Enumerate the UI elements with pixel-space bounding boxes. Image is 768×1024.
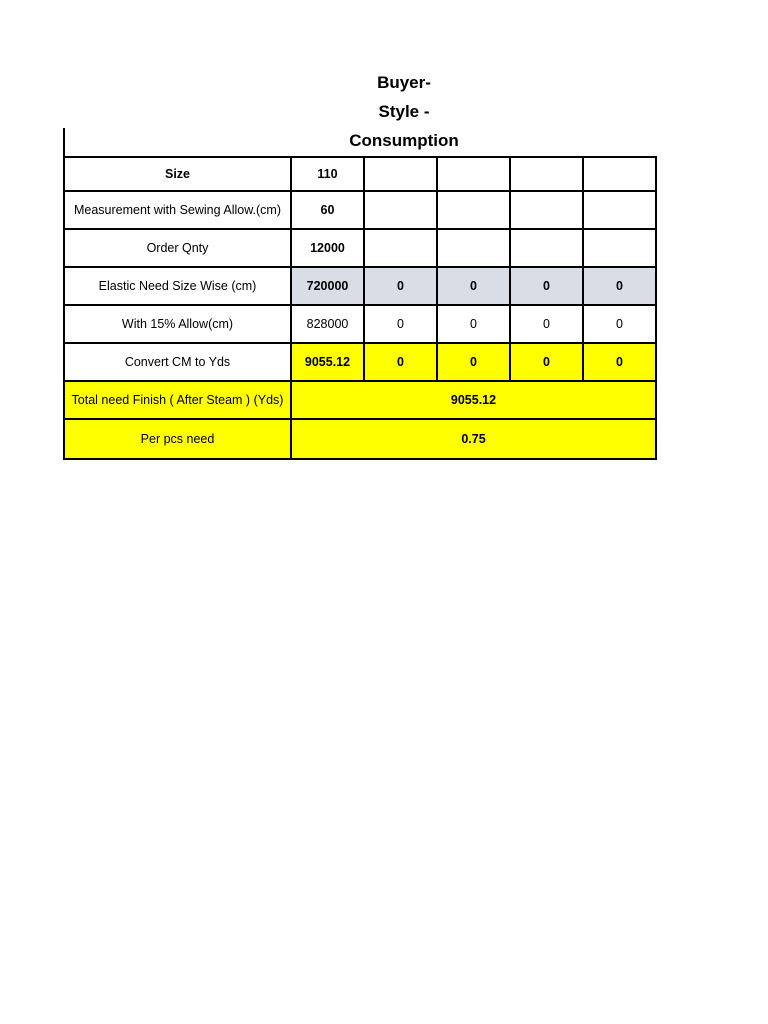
measurement-cell-4[interactable] bbox=[510, 191, 583, 229]
elastic-need-cell-4[interactable]: 0 bbox=[510, 267, 583, 305]
with-allow-cell-3[interactable]: 0 bbox=[437, 305, 510, 343]
size-cell-5[interactable] bbox=[583, 157, 656, 191]
with-allow-cell-1[interactable]: 828000 bbox=[291, 305, 364, 343]
elastic-need-cell-2[interactable]: 0 bbox=[364, 267, 437, 305]
order-qty-cell-4[interactable] bbox=[510, 229, 583, 267]
left-border-rule bbox=[63, 128, 65, 158]
elastic-need-row bbox=[64, 267, 656, 305]
order-qty-label[interactable]: Order Qnty bbox=[64, 229, 291, 267]
with-allow-cell-2[interactable]: 0 bbox=[364, 305, 437, 343]
elastic-need-label[interactable]: Elastic Need Size Wise (cm) bbox=[64, 267, 291, 305]
convert-cell-3[interactable]: 0 bbox=[437, 343, 510, 381]
size-cell-3[interactable] bbox=[437, 157, 510, 191]
convert-row bbox=[64, 343, 656, 381]
measurement-label[interactable]: Measurement with Sewing Allow.(cm) bbox=[64, 191, 291, 229]
order-qty-cell-1[interactable]: 12000 bbox=[291, 229, 364, 267]
convert-cell-5[interactable]: 0 bbox=[583, 343, 656, 381]
with-allow-cell-5[interactable]: 0 bbox=[583, 305, 656, 343]
order-qty-cell-5[interactable] bbox=[583, 229, 656, 267]
size-cell-4[interactable] bbox=[510, 157, 583, 191]
total-need-row bbox=[64, 381, 656, 419]
order-qty-cell-2[interactable] bbox=[364, 229, 437, 267]
measurement-row bbox=[64, 191, 656, 229]
with-allow-cell-4[interactable]: 0 bbox=[510, 305, 583, 343]
convert-cell-2[interactable]: 0 bbox=[364, 343, 437, 381]
size-row bbox=[64, 157, 656, 191]
measurement-cell-2[interactable] bbox=[364, 191, 437, 229]
measurement-cell-3[interactable] bbox=[437, 191, 510, 229]
buyer-heading: Buyer- bbox=[377, 73, 431, 92]
convert-label[interactable]: Convert CM to Yds bbox=[64, 343, 291, 381]
per-pcs-row bbox=[64, 419, 656, 459]
elastic-need-cell-5[interactable]: 0 bbox=[583, 267, 656, 305]
consumption-heading: Consumption bbox=[349, 131, 459, 150]
per-pcs-value[interactable]: 0.75 bbox=[291, 419, 656, 459]
size-cell-1[interactable]: 110 bbox=[291, 157, 364, 191]
per-pcs-label[interactable]: Per pcs need bbox=[64, 419, 291, 459]
elastic-need-cell-3[interactable]: 0 bbox=[437, 267, 510, 305]
convert-cell-4[interactable]: 0 bbox=[510, 343, 583, 381]
total-need-value[interactable]: 9055.12 bbox=[291, 381, 656, 419]
convert-cell-1[interactable]: 9055.12 bbox=[291, 343, 364, 381]
total-need-label[interactable]: Total need Finish ( After Steam ) (Yds) bbox=[64, 381, 291, 419]
size-cell-2[interactable] bbox=[364, 157, 437, 191]
style-heading: Style - bbox=[378, 102, 430, 121]
size-label[interactable]: Size bbox=[64, 157, 291, 191]
with-allow-row bbox=[64, 305, 656, 343]
elastic-need-cell-1[interactable]: 720000 bbox=[291, 267, 364, 305]
measurement-cell-5[interactable] bbox=[583, 191, 656, 229]
measurement-cell-1[interactable]: 60 bbox=[291, 191, 364, 229]
order-qty-row bbox=[64, 229, 656, 267]
with-allow-label[interactable]: With 15% Allow(cm) bbox=[64, 305, 291, 343]
order-qty-cell-3[interactable] bbox=[437, 229, 510, 267]
consumption-table bbox=[63, 156, 657, 460]
